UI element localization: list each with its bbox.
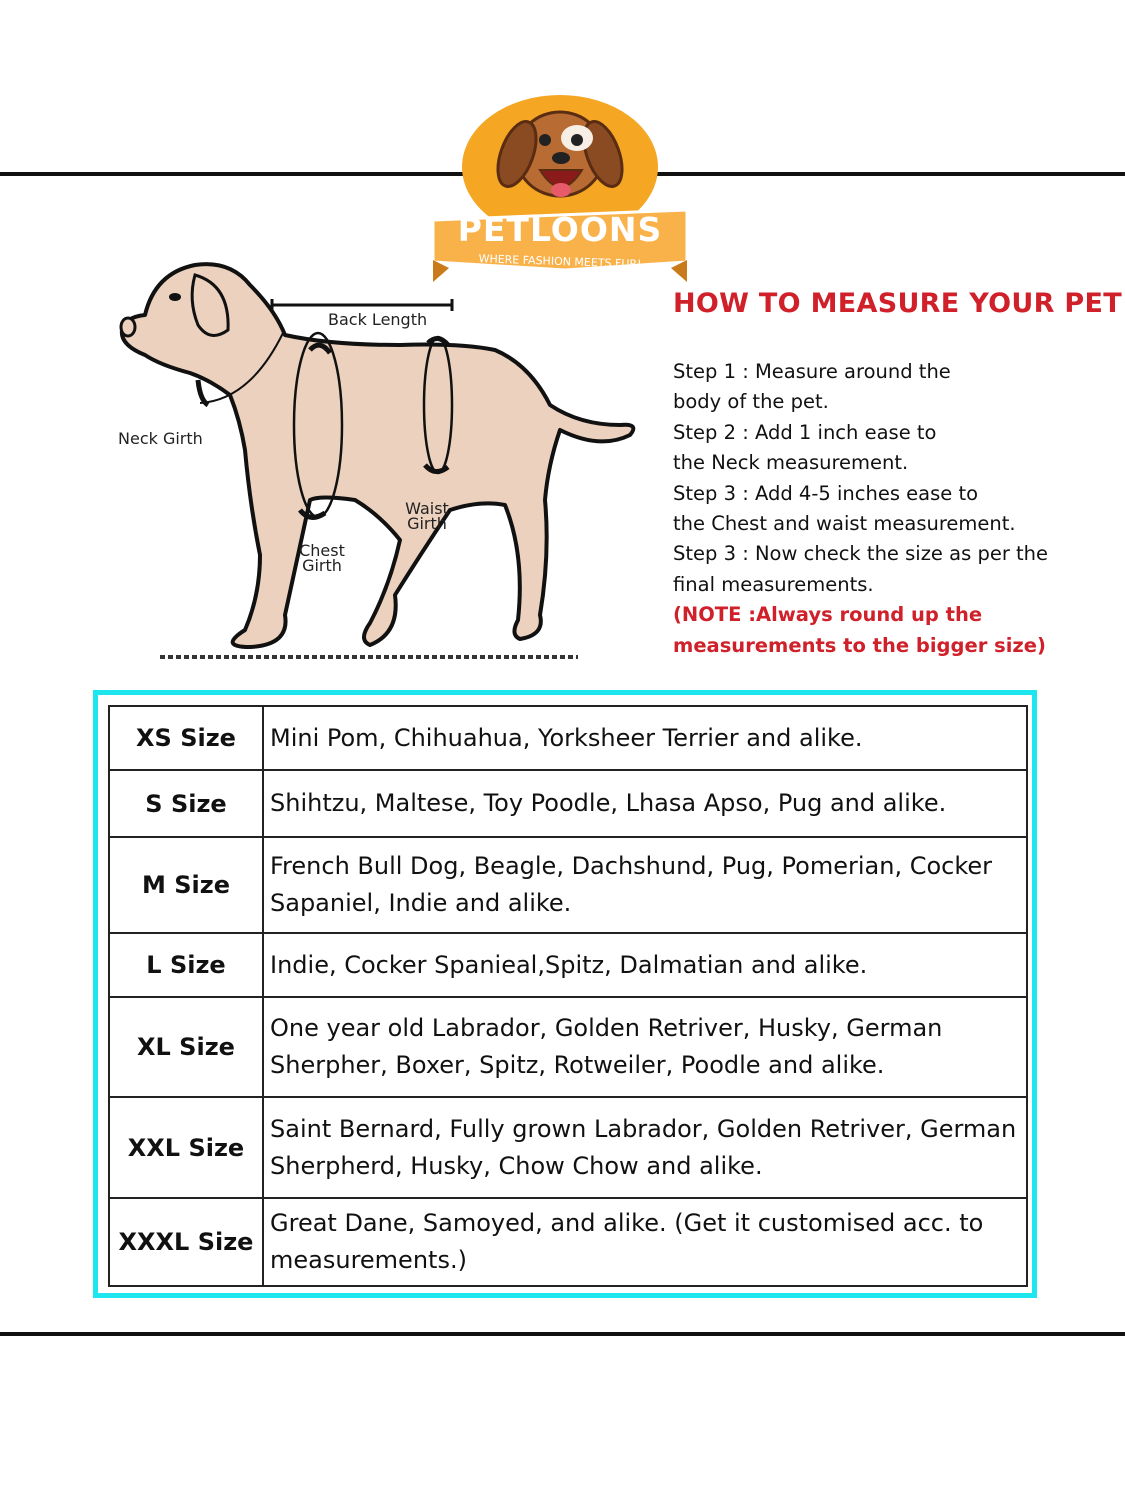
size-label: XS Size: [109, 706, 263, 770]
measure-instructions: [673, 288, 1122, 661]
breed-list: Mini Pom, Chihuahua, Yorksheer Terrier and alike.: [263, 706, 1027, 770]
chest-girth-label-line2: Girth: [302, 556, 342, 575]
size-label: L Size: [109, 933, 263, 997]
waist-girth-label-line2: Girth: [407, 514, 447, 533]
instruction-line: Step 3 : Now check the size as per the: [673, 542, 1049, 566]
instruction-line: Step 3 : Add 4-5 inches ease to: [673, 481, 979, 505]
size-label: XXL Size: [109, 1097, 263, 1198]
note-line: (NOTE :Always round up the: [673, 603, 983, 627]
neck-girth-label: Neck Girth: [118, 429, 203, 448]
breed-list: Shihtzu, Maltese, Toy Poodle, Lhasa Apso, Pug and alike.: [263, 770, 1027, 837]
table-row: [109, 997, 1027, 1097]
table-row: [109, 1198, 1027, 1286]
logo-wordmark: PETLOONS: [457, 210, 663, 249]
instruction-line: the Chest and waist measurement.: [673, 512, 1016, 536]
dog-measurement-diagram: [100, 255, 660, 675]
instructions-title: HOW TO MEASURE YOUR PET: [673, 288, 1122, 319]
instruction-line: final measurements.: [673, 572, 874, 596]
waist-girth-label-line1: Waist: [405, 499, 449, 518]
back-length-label: Back Length: [328, 310, 428, 329]
size-label: S Size: [109, 770, 263, 837]
size-label: XXXL Size: [109, 1198, 263, 1286]
instruction-line: Step 1 : Measure around the: [673, 360, 951, 383]
chest-girth-label-line1: Chest: [299, 541, 345, 560]
breed-list: One year old Labrador, Golden Retriver, Husky, German Sherpher, Boxer, Spitz, Rotweiler, Poodle and alike.: [263, 997, 1027, 1097]
size-label: M Size: [109, 837, 263, 933]
size-chart-table: [108, 705, 1028, 1287]
size-label: XL Size: [109, 997, 263, 1097]
table-row: [109, 706, 1027, 770]
table-row: [109, 1097, 1027, 1198]
instruction-line: Step 2 : Add 1 inch ease to: [673, 420, 937, 444]
table-row: [109, 933, 1027, 997]
instruction-line: body of the pet.: [673, 390, 829, 414]
breed-list: Saint Bernard, Fully grown Labrador, Golden Retriver, German Sherpherd, Husky, Chow Chow and alike.: [263, 1097, 1027, 1198]
breed-list: Great Dane, Samoyed, and alike. (Get it customised acc. to measurements.): [263, 1198, 1027, 1286]
note-line: measurements to the bigger size): [673, 633, 1046, 657]
table-row: [109, 837, 1027, 933]
breed-list: French Bull Dog, Beagle, Dachshund, Pug, Pomerian, Cocker Sapaniel, Indie and alike.: [263, 837, 1027, 933]
table-row: [109, 770, 1027, 837]
bottom-divider: [0, 1332, 1125, 1336]
logo-tagline: WHERE FASHION MEETS FUR!: [478, 252, 642, 271]
breed-list: Indie, Cocker Spanieal,Spitz, Dalmatian and alike.: [263, 933, 1027, 997]
chest-girth-label: [292, 543, 352, 573]
instruction-line: the Neck measurement.: [673, 451, 909, 475]
waist-girth-label: [396, 501, 458, 531]
